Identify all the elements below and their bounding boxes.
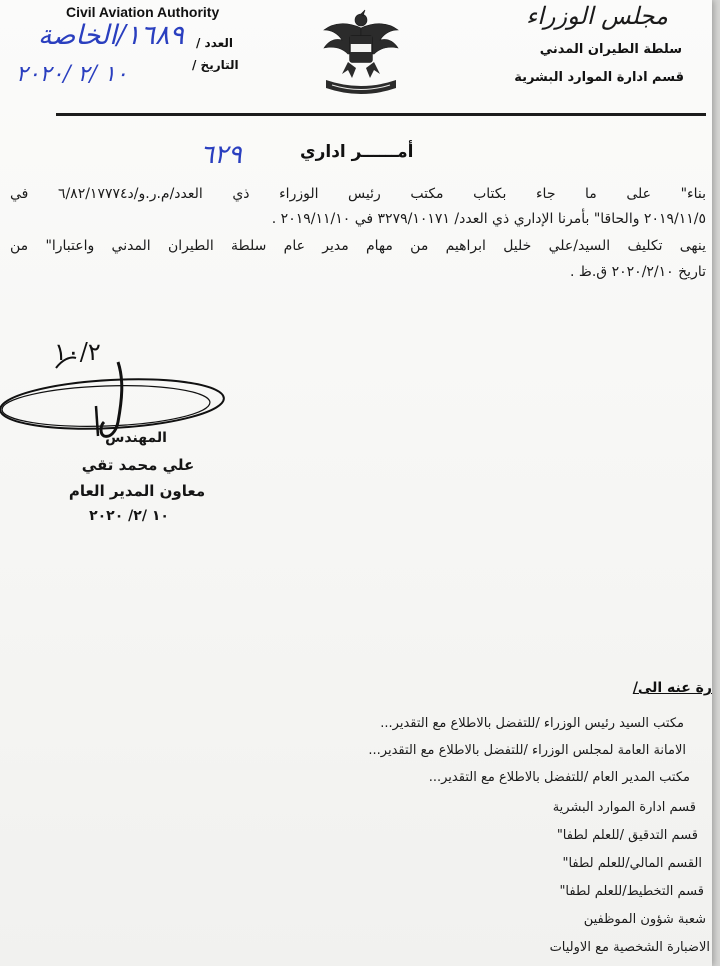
org-name-arabic: سلطة الطيران المدني bbox=[539, 42, 682, 57]
signatory-position: معاون المدير العام bbox=[68, 482, 206, 500]
signature-date: ١٠ /٢/ ٢٠٢٠ bbox=[89, 508, 169, 524]
body-line-1: بناء" على ما جاء بكتاب مكتب رئيس الوزراء ذي العدد/م.ر.و/د٦/٨٢/١٧٧٧٤ في bbox=[10, 186, 706, 202]
signatory-name: علي محمد تقي bbox=[81, 456, 195, 474]
eagle-emblem-icon bbox=[318, 8, 404, 96]
order-number-handwritten: ٦٢٩ bbox=[200, 140, 242, 170]
header-divider bbox=[56, 113, 706, 116]
date-handwritten: ١٠ /٢ /٢٠٢٠ bbox=[16, 62, 128, 87]
distribution-item: قسم التخطيط/للعلم لطفا" bbox=[559, 884, 704, 899]
body-line-4: تاريخ ٢٠٢٠/٢/١٠ ق.ظ . bbox=[569, 264, 706, 280]
order-title: أمــــــر اداري bbox=[300, 142, 414, 162]
distribution-item: القسم المالي/للعلم لطفا" bbox=[562, 856, 702, 871]
distribution-title: رة عنه الى/ bbox=[632, 680, 712, 696]
signature-handwritten-date: ١٠/٢ bbox=[54, 338, 101, 366]
body-line-3: ينهى تكليف السيد/علي خليل ابراهيم من مهام مدير عام سلطة الطيران المدني واعتبارا" من bbox=[10, 238, 706, 254]
distribution-item: قسم التدقيق /للعلم لطفا" bbox=[556, 828, 698, 843]
distribution-item: الامانة العامة لمجلس الوزراء /للتفضل بالاطلاع مع التقدير... bbox=[368, 743, 686, 758]
distribution-item: مكتب المدير العام /للتفضل بالاطلاع مع التقدير... bbox=[428, 770, 690, 785]
org-name-english: Civil Aviation Authority bbox=[66, 4, 220, 20]
distribution-item: قسم ادارة الموارد البشرية bbox=[552, 800, 696, 815]
distribution-item: مكتب السيد رئيس الوزراء /للتفضل بالاطلاع مع التقدير... bbox=[380, 716, 684, 731]
council-name-arabic: مجلس الوزراء bbox=[525, 2, 668, 30]
body-line-2: ٢٠١٩/١١/٥ والحاقا" بأمرنا الإداري ذي العدد/ ٣٢٧٩/١٠١٧١ في ٢٠١٩/١١/١٠ . bbox=[271, 211, 706, 227]
number-handwritten: ١٦٨٩/الخاصة bbox=[38, 20, 184, 51]
department-name-arabic: قسم ادارة الموارد البشرية bbox=[514, 70, 684, 85]
distribution-item: شعبة شؤون الموظفين bbox=[583, 912, 706, 927]
date-label: التاريخ / bbox=[192, 58, 239, 72]
signatory-title: المهندس bbox=[105, 430, 167, 446]
number-label: العدد / bbox=[196, 36, 234, 50]
distribution-item: الاضبارة الشخصية مع الاوليات bbox=[549, 940, 710, 955]
